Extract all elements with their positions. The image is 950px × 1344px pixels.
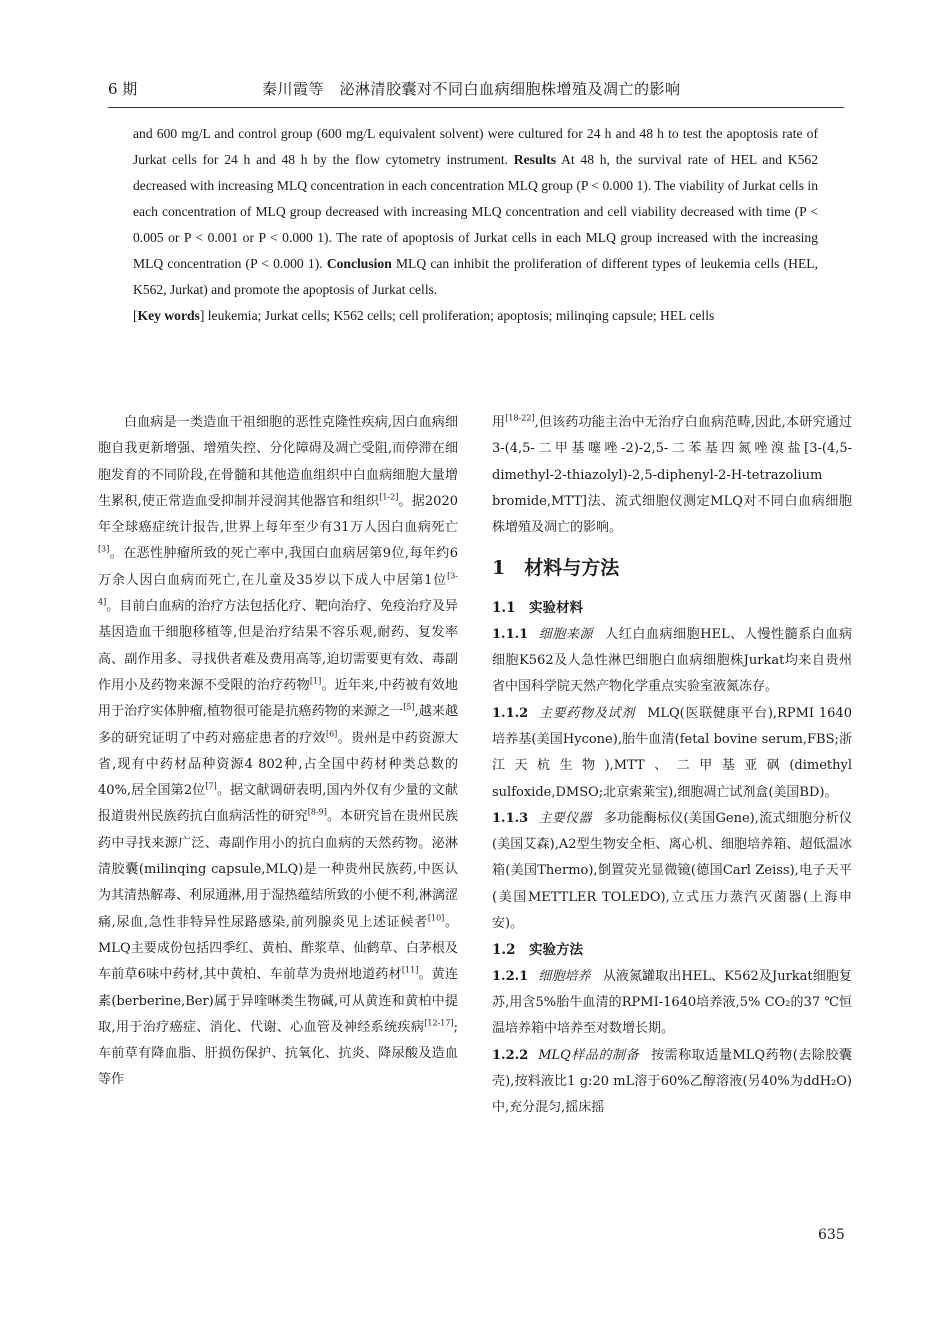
subsubsection-cell-culture — [492, 964, 852, 1043]
intro-cont-text-2: ,但该药功能主治中无治疗白血病范畴,因此,本研究通过3-(4,5-二甲基噻唑-2)-2,5-二苯基四氮唑溴盐[3-(4,5-dimethyl-2-thiazolyl)-2,5-diphenyl-2-H-tetrazolium bromide,MTT]法、流式细胞仪测定MLQ对不同白血病细胞株增殖及凋亡的影响。 — [492, 415, 852, 536]
results-text: At 48 h, the survival rate of HEL and K562 decreased with increasing MLQ concentration in each concentration MLQ group (P < 0.000 1). The viability of Jurkat cells in each concentration of MLQ group decreased with increasing MLQ concentration and cell viability decreased with time (P < 0.005 or P < 0.001 or P < 0.000 1). The rate of apoptosis of Jurkat cells in each MLQ group increased with the increasing MLQ concentration (P < 0.000 1). — [133, 152, 818, 271]
issue-number: 6 期 — [108, 80, 138, 98]
intro-text-10: 。MLQ主要成份包括四季红、黄柏、酢浆草、仙鹤草、白茅根及车前草6味中药材,其中黄柏、车前草为贵州地道药材 — [98, 914, 458, 983]
subsubsection-number: 1.1.1 — [492, 626, 529, 642]
intro-text-7: 。贵州是中药资源大省,现有中药材品种资源4 802种,占全国中药材种类总数的40%,居全国第2位 — [98, 730, 458, 799]
intro-paragraph — [98, 410, 458, 1094]
subsubsection-title: 细胞培养 — [538, 968, 591, 984]
intro-text-5: 。近年来,中药被有效地用于治疗实体肿瘤,植物很可能是抗癌药物的来源之一 — [98, 677, 458, 720]
subsubsection-number: 1.2.2 — [492, 1047, 529, 1063]
conclusion-text: MLQ can inhibit the proliferation of different types of leukemia cells (HEL, K562, Jurkat) and promote the apoptosis of Jurkat cells. — [133, 256, 818, 297]
subsubsection-title: 细胞来源 — [538, 626, 594, 642]
intro-text-2: 。据2020年全球癌症统计报告,世界上每年至少有31万人因白血病死亡 — [98, 493, 458, 536]
english-abstract — [133, 121, 818, 329]
abstract-body — [133, 121, 818, 303]
methods-tail: and 600 mg/L and control group (600 mg/L equivalent solvent) were cultured for 24 h and 48 h to test the apoptosis rate of Jurkat cells for 24 h and 48 h by the flow cytometry instrument. — [133, 126, 818, 167]
subsubsection-text: 多功能酶标仪(美国Gene),流式细胞分析仪(美国艾森),A2型生物安全柜、离心机、细胞培养箱、超低温冰箱(美国Thermo),倒置荧光显微镜(德国Carl Zeiss),电子天平(美国METTLER TOLEDO),立式压力蒸汽灭菌器(上海申安)。 — [492, 810, 852, 932]
subsubsection-number: 1.2.1 — [492, 968, 529, 984]
citation: [1] — [309, 676, 322, 686]
running-title: 秦川霞等 泌淋清胶囊对不同白血病细胞株增殖及凋亡的影响 — [262, 80, 681, 98]
intro-continuation — [492, 410, 852, 541]
keywords-close-bracket: ] — [199, 308, 205, 323]
citation: [8-9] — [307, 808, 327, 818]
citation: [11] — [401, 965, 419, 975]
subsubsection-instruments — [492, 806, 852, 937]
right-column — [492, 410, 852, 1121]
intro-text-1: 白血病是一类造血干祖细胞的恶性克隆性疾病,因白血病细胞自我更新增强、增殖失控、分化障碍及凋亡受阻,而停滞在细胞发育的不同阶段,在骨髓和其他造血组织中白血病细胞大量增生累积,使正常造血受抑制并浸润其他器官和组织 — [98, 415, 458, 509]
intro-text-9: 。本研究旨在贵州民族药中寻找来源广泛、毒副作用小的抗白血病的天然药物。泌淋清胶囊(milinqing capsule,MLQ)是一种贵州民族药,中医认为其清热解毒、利尿通淋,用于湿热蕴结所致的小便不利,淋漓涩痛,尿血,急性非特异性尿路感染,前列腺炎见上述证候者 — [98, 809, 458, 930]
subsubsection-title: MLQ样品的制备 — [538, 1047, 640, 1063]
intro-cont-text-1: 用 — [492, 415, 506, 430]
subsubsection-sample-prep — [492, 1043, 852, 1122]
subsubsection-title: 主要仪器 — [538, 810, 592, 826]
citation: [12-17] — [424, 1018, 454, 1028]
citation: [3-4] — [98, 571, 458, 607]
subsection-heading-methods: 1.2 实验方法 — [492, 942, 583, 959]
conclusion-label: Conclusion — [326, 256, 392, 271]
intro-text-11: 。黄连素(berberine,Ber)属于异喹啉类生物碱,可从黄连和黄柏中提取,用于治疗癌症、消化、代谢、心血管及神经系统疾病 — [98, 967, 458, 1035]
subsubsection-text: 按需称取适量MLQ药物(去除胶囊壳),按料液比1 g:20 mL溶于60%乙醇溶液(另40%为ddH₂O)中,充分混匀,摇床摇 — [492, 1047, 852, 1116]
keywords-text: leukemia; Jurkat cells; K562 cells; cell proliferation; apoptosis; milinqing capsule; HEL cells — [207, 308, 715, 323]
keywords-label: Key words — [137, 308, 200, 323]
citation: [7] — [205, 781, 217, 791]
intro-text-12: ;车前草有降血脂、肝损伤保护、抗氧化、抗炎、降尿酸及造血等作 — [98, 1019, 458, 1088]
intro-text-4: 。目前白血病的治疗方法包括化疗、靶向治疗、免疫治疗及异基因造血干细胞移植等,但是治疗结果不容乐观,耐药、复发率高、副作用多、寻找供者难及费用高等,迫切需要更有效、毒副作用小及药物来源不受限的治疗药物 — [98, 599, 458, 693]
citation: [10] — [427, 913, 445, 923]
subsubsection-text: MLQ(医联健康平台),RPMI 1640培养基(美国Hycone),胎牛血清(fetal bovine serum,FBS;浙江天杭生物),MTT、二甲基亚砜(dimethyl sulfoxide,DMSO;北京索莱宝),细胞凋亡试剂盒(美国BD)。 — [492, 705, 852, 800]
citation: [18-22] — [505, 413, 535, 423]
keywords — [133, 303, 818, 329]
intro-text-3: 。在恶性肿瘤所致的死亡率中,我国白血病居第9位,每年约6万余人因白血病而死亡,在儿童及35岁以下成人中居第1位 — [98, 546, 458, 588]
intro-text-8: 。据文献调研表明,国内外仅有少量的文献报道贵州民族药抗白血病活性的研究 — [98, 783, 458, 825]
subsection-heading-materials: 1.1 实验材料 — [492, 600, 583, 617]
subsubsection-text: 从液氮罐取出HEL、K562及Jurkat细胞复苏,用含5%胎牛血清的RPMI-1640培养液,5% CO₂的37 ℃恒温培养箱中培养至对数增长期。 — [492, 968, 852, 1037]
running-header — [108, 78, 844, 104]
keywords-open-bracket: [ — [133, 308, 138, 323]
citation: [5] — [403, 702, 415, 712]
subsubsection-title: 主要药物及试剂 — [538, 705, 636, 721]
subsubsection-number: 1.1.3 — [492, 810, 529, 826]
subsubsection-number: 1.1.2 — [492, 705, 529, 721]
subsubsection-drugs-reagents — [492, 701, 852, 806]
citation: [3] — [98, 545, 110, 555]
subsubsection-text: 人红白血病细胞HEL、人慢性髓系白血病细胞K562及人急性淋巴细胞白血病细胞株Jurkat均来自贵州省中国科学院天然产物化学重点实验室液氮冻存。 — [492, 626, 852, 695]
citation: [6] — [325, 729, 338, 739]
subsubsection-cell-source — [492, 622, 852, 701]
header-rule — [108, 107, 844, 108]
section-heading-materials-methods: 1 材料与方法 — [492, 557, 620, 580]
citation: [1-2] — [379, 492, 399, 502]
intro-text-6: ,越来越多的研究证明了中药对癌症患者的疗效 — [98, 704, 458, 746]
left-column — [98, 410, 458, 1094]
page-number: 635 — [818, 1227, 845, 1243]
results-label: Results — [513, 152, 557, 167]
